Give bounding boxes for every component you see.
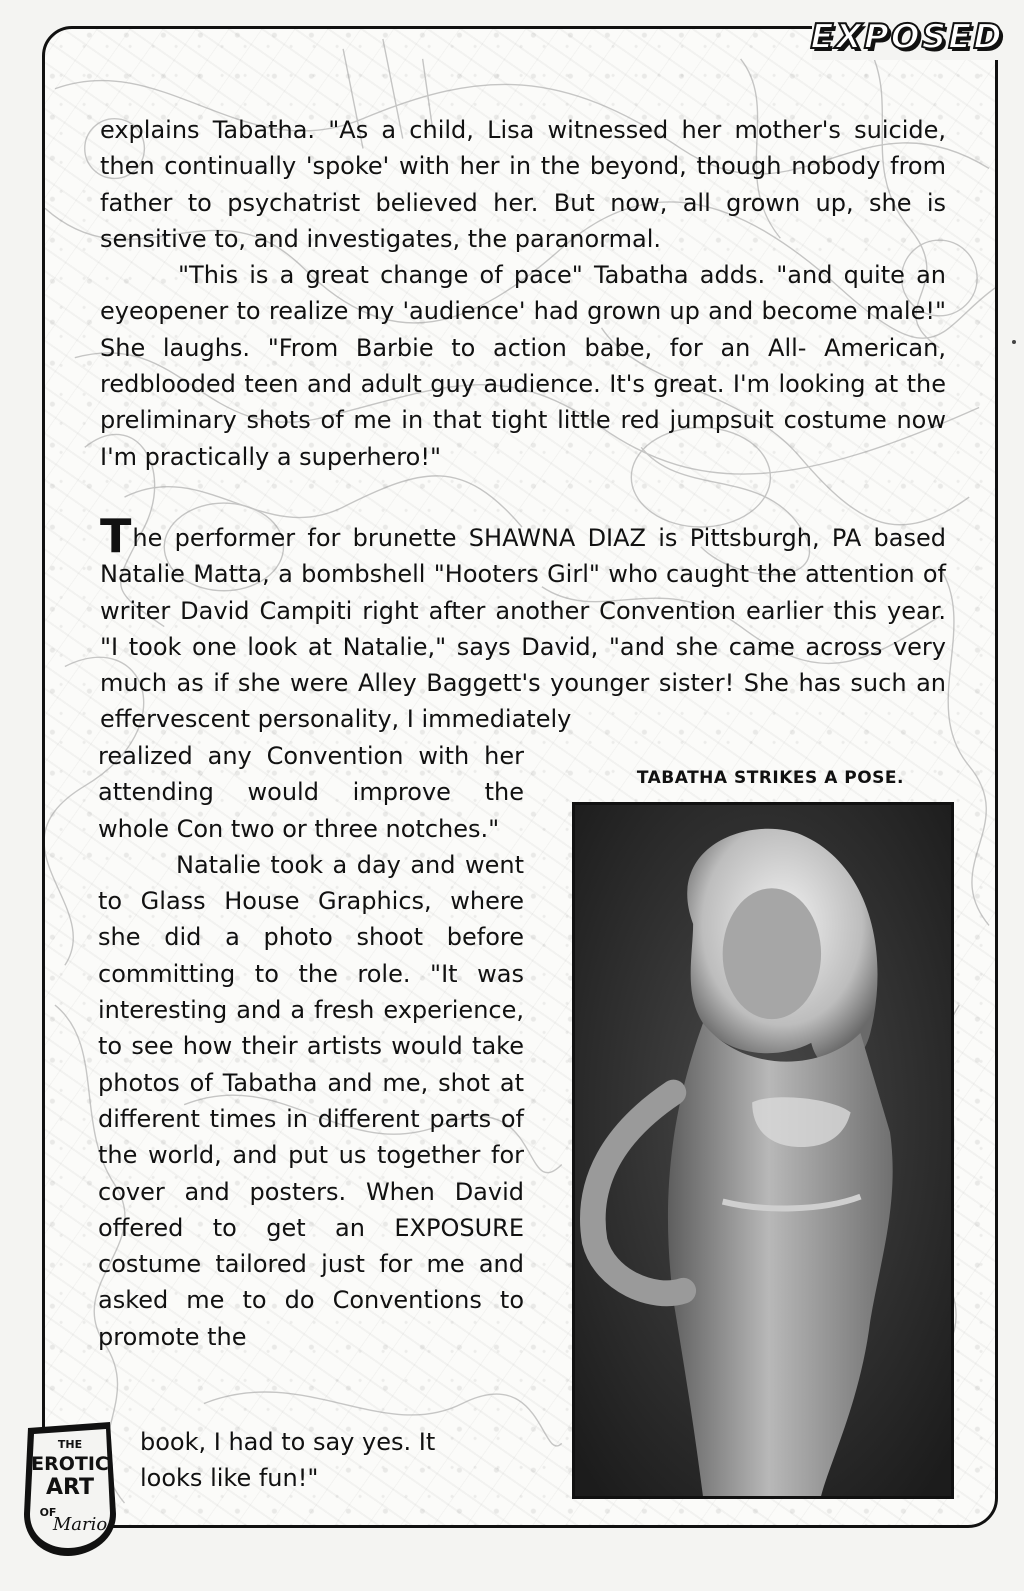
text-line: was interesting and a fresh <box>98 959 524 1025</box>
text-line: attention of writer David Campiti right after another Convention <box>100 560 946 625</box>
text-line: experience, to see how their <box>98 996 524 1061</box>
erotic-art-logo <box>18 1418 124 1558</box>
text-line: looking at the preliminary shots of me in that tight little red <box>100 370 946 435</box>
logo-signature: Mario <box>52 1514 108 1535</box>
text-line: nobody from father to psychatrist believed her. But now, all <box>100 152 946 217</box>
text-line: different times in different parts <box>98 1104 492 1133</box>
section-header-tag <box>812 14 1002 60</box>
text-line: attending would improve the <box>98 778 524 807</box>
article-paragraph-2 <box>100 509 947 738</box>
text-line: Natalie took a day and <box>176 850 456 879</box>
text-line: sister! She has such an effervescent personality, I immediately <box>100 669 947 734</box>
drop-cap: T <box>100 509 132 563</box>
text-line: suicide, then continually 'spoke' with her in the beyond, though <box>100 116 946 181</box>
logo-text-art: ART <box>46 1475 94 1500</box>
text-line: just for me and asked me to do <box>98 1250 524 1315</box>
margin-speck <box>1012 340 1016 344</box>
text-line: David offered to get an <box>98 1177 524 1242</box>
text-line: Conventions to promote the <box>98 1286 524 1351</box>
text-line: based Natalie Matta, a bombshell "Hooters Girl" who caught the <box>100 524 946 589</box>
text-line: male!" She laughs. "From Barbie to action babe, for an All- <box>100 297 946 362</box>
article-column <box>98 738 524 1355</box>
photo-caption: TABATHA STRIKES A POSE. <box>636 768 904 788</box>
text-line: an eyeopener to realize my 'audience' had grown up and become <box>100 261 946 326</box>
text-line: EXPOSURE costume tailored <box>98 1213 524 1279</box>
logo-text-the: THE <box>57 1438 83 1451</box>
text-line: for cover and posters. When <box>98 1141 524 1206</box>
text-line: of the world, and put us together <box>98 1104 524 1170</box>
text-line: jumpsuit costume now I'm practically a superhero!" <box>100 406 946 471</box>
header-tag-text: EXPOSED <box>810 17 1004 57</box>
text-line: Tabatha and me, shot at <box>222 1068 524 1097</box>
photo <box>572 802 954 1499</box>
text-line: she came across very much as if she were Alley Baggett's younger <box>100 632 946 698</box>
text-line: American, redblooded teen and adult guy audience. It's great. I'm <box>100 333 946 399</box>
text-line: where she did a photo shoot <box>98 887 524 952</box>
logo-text-erotic: EROTIC <box>31 1453 109 1475</box>
text-line: grown up, she is sensitive to, and investigates, the paranormal. <box>100 188 946 253</box>
text-line: book, I had to say yes. It <box>140 1428 436 1456</box>
article-paragraph-1 <box>100 112 946 475</box>
article-ending <box>140 1424 530 1497</box>
logo-badge <box>18 1418 124 1558</box>
text-line: explains Tabatha. "As a child, Lisa witnessed her mother's <box>100 116 841 144</box>
text-line: before committing to the role. "It <box>98 923 524 988</box>
text-line: earlier this year. "I took one look at Natalie," says David, "and <box>100 596 946 661</box>
text-line: looks like fun!" <box>140 1464 319 1493</box>
photo-image <box>575 805 951 1496</box>
logo-text-of: OF <box>39 1506 57 1519</box>
text-line: artists would take photos of <box>98 1032 524 1097</box>
text-line: realized any Convention with her <box>98 742 524 770</box>
text-line: whole Con two or three <box>98 814 378 843</box>
text-line: went to Glass House Graphics, <box>98 850 524 916</box>
text-line: notches." <box>385 814 500 843</box>
text-line: "This is a great change of pace" Tabatha adds. "and quite <box>178 261 905 290</box>
text-line: he performer for brunette SHAWNA DIAZ is Pittsburgh, PA <box>132 524 862 552</box>
